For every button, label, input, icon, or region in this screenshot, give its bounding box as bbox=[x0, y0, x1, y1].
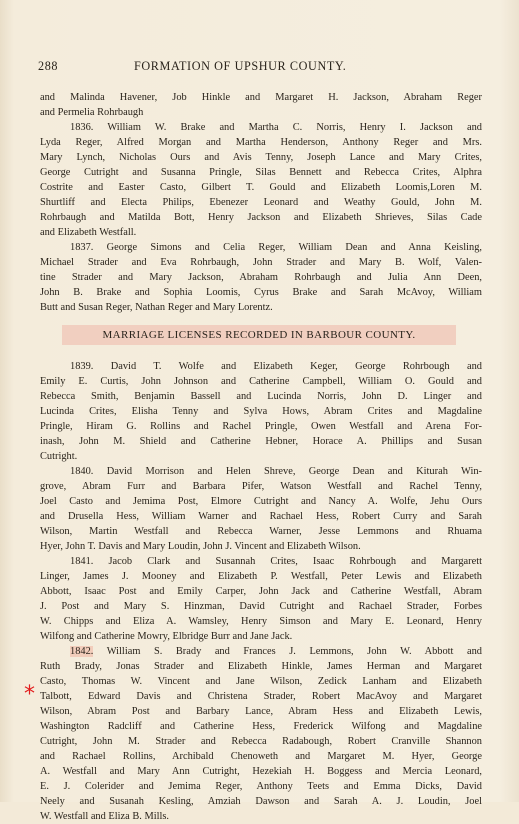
text-line: W. Chipps and Eliza A. Wamsley, Henry Simson and Mary E. Leonard, Henry bbox=[40, 616, 482, 627]
text-line: J. Post and Mary S. Hinzman, David Cutright and Rachael Strader, Forbes bbox=[40, 601, 482, 612]
text-line: Linger, James J. Mooney and Elizabeth P. Westfall, Peter Lewis and Elizabeth bbox=[40, 571, 482, 582]
text-line: Pringle, Hiram G. Rollins and Rachel Pringle, Owen Westfall and Arena For- bbox=[40, 421, 482, 432]
text-line: Ruth Brady, Jonas Strader and Elizabeth Hinkle, James Herman and Margaret bbox=[40, 661, 482, 672]
text-line: Casto, Thomas W. Vincent and Jane Wilson, Zedick Lanham and Elizabeth bbox=[40, 676, 482, 687]
text-line: inash, John M. Shield and Catherine Hebner, Horace A. Phillips and Susan bbox=[40, 436, 482, 447]
text-line: Michael Strader and Eva Rohrbaugh, John Strader and Mary B. Wolf, Valen- bbox=[40, 257, 482, 268]
text-line: Mary Lynch, Nicholas Ours and Avis Tenny, Joseph Lance and Mary Crites, bbox=[40, 152, 482, 163]
text-line bbox=[40, 644, 482, 659]
red-asterisk-annotation: * bbox=[24, 682, 35, 707]
text-line: 1840. David Morrison and Helen Shreve, George Dean and Kiturah Win- bbox=[70, 466, 482, 477]
text-line: 1836. William W. Brake and Martha C. Norris, Henry I. Jackson and bbox=[70, 122, 482, 133]
text-line: Shurtliff and Electa Philips, Ebenezer Leonard and Weathy Gould, John M. bbox=[40, 197, 482, 208]
text-line: Hyer, John T. Davis and Mary Loudin, John J. Vincent and Elizabeth Wilson. bbox=[40, 541, 361, 552]
highlighted-year: 1842. bbox=[70, 646, 94, 657]
page-number: 288 bbox=[38, 59, 59, 73]
text-line: Rebecca Smith, Benjamin Bassell and Lucinda Norris, John D. Linger and bbox=[40, 391, 482, 402]
text-line: Butt and Susan Reger, Nathan Reger and Mary Lorentz. bbox=[40, 302, 273, 313]
text-line: grove, Abram Furr and Barbara Pifer, Watson Westfall and Rachel Tenny, bbox=[40, 481, 482, 492]
text-line: E. J. Colerider and Jemima Reger, Anthony Teets and Emma Dicks, David bbox=[40, 781, 482, 792]
text-line: tine Strader and Mary Jackson, Abraham Rohrbaugh and Julia Ann Deen, bbox=[40, 272, 482, 283]
text-line: Cutright. bbox=[40, 451, 78, 462]
text-line: Neely and Susanah Kesling, Amziah Dawson and Sarah A. J. Loudin, Joel bbox=[40, 796, 482, 807]
text-line: W. Westfall and Eliza B. Mills. bbox=[40, 811, 170, 822]
page-body bbox=[40, 90, 482, 824]
text-line: 1839. David T. Wolfe and Elizabeth Keger, George Rohrbough and bbox=[70, 361, 482, 372]
text-line: Wilson, Martin Westfall and Rebecca Warner, Jesse Lemmons and Rhuama bbox=[40, 526, 482, 537]
text-line: Wilson, Abram Post and Barbary Lance, Abram Hess and Elizabeth Lewis, bbox=[40, 706, 482, 717]
text-line: 1841. Jacob Clark and Susannah Crites, Isaac Rohrbough and Margarett bbox=[70, 556, 482, 567]
text-line: Talbott, Edward Davis and Christena Strader, Robert MacAvoy and Margaret bbox=[40, 691, 482, 702]
text-line: Abbott, Isaac Post and Emily Carper, John Jack and Catherine Westfall, Abram bbox=[40, 586, 482, 597]
text-line: Wilfong and Catherine Mowry, Elbridge Burr and Jane Jack. bbox=[40, 631, 293, 642]
text-line: Rohrbaugh and Matilda Bott, Henry Jackson and Elizabeth Shrieves, Silas Cade bbox=[40, 212, 482, 223]
text-line: 1837. George Simons and Celia Reger, William Dean and Anna Keisling, bbox=[70, 242, 482, 253]
text-line: A. Westfall and Mary Ann Cutright, Hezekiah H. Boggess and Mercia Leonard, bbox=[40, 766, 482, 777]
text-line: and Permelia Rohrbaugh bbox=[40, 107, 144, 118]
text-line: Cutright, John M. Strader and Rebecca Radabough, Robert Cranville Shannon bbox=[40, 736, 482, 747]
text-line: and Drusella Hess, William Warner and Rachael Hess, Robert Curry and Sarah bbox=[40, 511, 482, 522]
text-line-rest: William S. Brady and Frances J. Lemmons, John W. Abbott and bbox=[106, 646, 482, 657]
text-line: Lyda Reger, Alfred Morgan and Martha Henderson, Anthony Reger and Mrs. bbox=[40, 137, 482, 148]
running-title: FORMATION OF UPSHUR COUNTY. bbox=[134, 59, 347, 73]
text-line: Emily E. Curtis, John Johnson and Catherine Campbell, William O. Gould and bbox=[40, 376, 482, 387]
text-line: and Rachael Rollins, Archibald Chenoweth and Margaret M. Hyer, George bbox=[40, 751, 482, 762]
text-line: Costrite and Easter Casto, Gilbert T. Gould and Elizabeth Loomis,Loren M. bbox=[40, 182, 482, 193]
text-line: and Malinda Havener, Job Hinkle and Margaret H. Jackson, Abraham Reger bbox=[40, 92, 482, 103]
text-line: John B. Brake and Sophia Loomis, Cyrus Brake and Sarah McAvoy, William bbox=[40, 287, 482, 298]
text-line: Washington Radcliff and Catherine Hess, Frederick Wilfong and Magdaline bbox=[40, 721, 482, 732]
text-line: and Elizabeth Westfall. bbox=[40, 227, 137, 238]
text-line: George Cutright and Susanna Pringle, Silas Bennett and Rebecca Crites, Alphra bbox=[40, 167, 482, 178]
section-heading: MARRIAGE LICENSES RECORDED IN BARBOUR COUNTY. bbox=[62, 325, 456, 345]
text-line: Lucinda Crites, Elisha Tenny and Sylva Hows, Abram Crites and Magdaline bbox=[40, 406, 482, 417]
page-header bbox=[38, 59, 484, 77]
text-line: Joel Casto and Jemima Post, Elmore Cutright and Nancy A. Wolfe, Jehu Ours bbox=[40, 496, 482, 507]
